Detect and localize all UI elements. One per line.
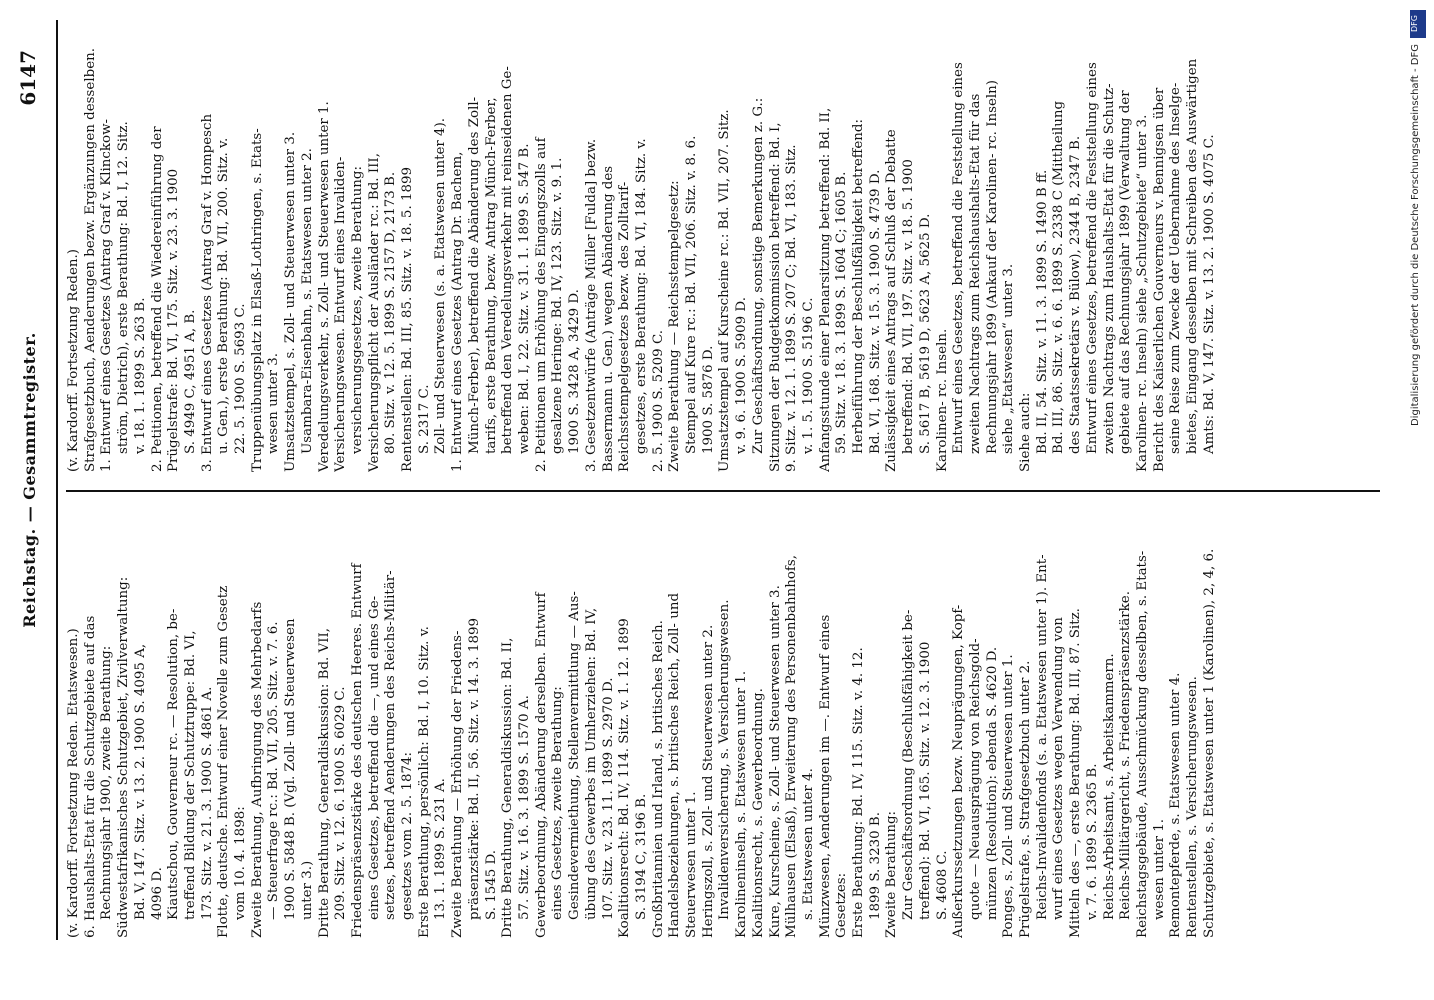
index-line: Kiautschou, Gouverneur rc. — Resolution, be- [166, 608, 182, 920]
index-line: gesalzene Heringe: Bd. IV, 123. Sitz. v. 9. 1. [550, 157, 566, 454]
index-line: S. 3194 C, 3196 B. [633, 793, 649, 920]
index-line: v. 7. 6. 1899 S. 2365 B. [1084, 763, 1100, 920]
index-line: weben: Bd. I, 22. Sitz. v. 31. 1. 1899 S. 547 B. [516, 143, 532, 454]
index-line: 80. Sitz. v. 12. 5. 1899 S. 2157 D, 2173 B. [383, 171, 399, 454]
index-line: 3. Gesetzentwürfe (Anträge Müller [Fulda] bezw. [583, 138, 599, 472]
index-line: betreffend den Veredelungsverkehr mit reinseidenen Ge- [500, 66, 516, 454]
index-line: Zoll- und Steuerwesen (s. a. Etatswesen unter 4). [433, 117, 449, 454]
index-line: 4096 D. [149, 867, 165, 920]
index-line: Südwestafrikanisches Schutzgebiet, Zivilverwaltung: [116, 576, 132, 938]
index-line: siehe „Etatswesen“ unter 3. [1001, 263, 1017, 454]
index-line: Umsatzstempel, s. Zoll- und Steuerwesen unter 3. [283, 131, 299, 472]
index-line: münzen (Resolution): ebenda S. 4620 D. [984, 646, 1000, 920]
index-line: Münzwesen, Aenderungen im —. Entwurf eines [817, 614, 833, 938]
index-line: Rentenstellen, s. Versicherungswesen. [1185, 676, 1201, 938]
index-line: 107. Sitz. v. 23. 11. 1899 S. 2970 D. [600, 677, 616, 920]
dfg-logo: DFG [1410, 10, 1426, 38]
index-line: Zur Geschäftsordnung, sonstige Bemerkungen z. G.: [750, 97, 766, 454]
index-line: Mitteln des —, erste Berathung: Bd. III, 87. Sitz. [1068, 608, 1084, 938]
index-line: Reichs-Invalidenfonds (s. a. Etatswesen unter 1). Ent- [1034, 554, 1050, 920]
index-line: Herbeiführung der Beschlußfähigkeit betreffend: [851, 119, 867, 454]
index-line: Koalitionsrecht: Bd. IV, 114. Sitz. v. 1. 12. 1899 [617, 618, 633, 938]
index-line: Bd. VI, 168. Sitz. v. 15. 3. 1900 S. 4739 D. [867, 169, 883, 454]
index-line: seine Reise zum Zwecke der Uebernahme des Inselge- [1168, 82, 1184, 454]
index-line: Zweite Berathung: [884, 810, 900, 938]
index-line: 1900 S. 5876 D. [700, 345, 716, 454]
index-line: 2. Petitionen, betreffend die Wiedereinführung der [149, 126, 165, 472]
index-line: gebiete auf das Rechnungsjahr 1899 (Verwaltung der [1118, 90, 1134, 454]
index-line: Rechnungsjahr 1900, zweite Berathung: [99, 645, 115, 920]
index-line: Gesetzes: [834, 872, 850, 938]
index-line: Gewerbeordnung, Abänderung derselben. Entwurf [533, 592, 549, 938]
index-line: Reichsstempelgesetzes bezw. des Zolltarif- [617, 181, 633, 472]
index-line: Zweite Berathung — Reichsstempelgesetz: [667, 180, 683, 472]
index-line: gesetzes vom 2. 5. 1874: [400, 751, 416, 920]
index-line: Karolinen- rc. Inseln. [934, 328, 950, 472]
index-line: s. Etatswesen unter 4. [800, 768, 816, 920]
index-line: Bassermann u. Gen.) wegen Abänderung des [600, 165, 616, 472]
index-line: Außerkurssetzungen bezw. Neuprägungen, Kopf- [951, 604, 967, 938]
index-line: Veredelungsverkehr, s. Zoll- und Steuerwesen unter 1. [316, 101, 332, 472]
index-line: Erste Berathung: Bd. IV, 115. Sitz. v. 4. 12. [851, 647, 867, 938]
index-line: setzes, betreffend Aenderungen des Reichs-Militär- [383, 570, 399, 920]
column-divider [66, 490, 1380, 492]
index-line: 209. Sitz. v. 12. 6. 1900 S. 6029 C. [333, 686, 349, 920]
index-line: (v. Kardorff. Fortsetzung Reden. Etatswesen.) [66, 628, 81, 938]
index-line: Anfangsstunde einer Plenarsitzung betreffend: Bd. II, [817, 107, 833, 472]
page-title: Reichstag. — Gesammtregister. [20, 332, 39, 628]
index-line: des Staatssekretärs v. Bülow), 2344 B, 2347 B. [1068, 135, 1084, 454]
index-line: Bd. III, 86. Sitz. v. 6. 6. 1899 S. 2338 C (Mittheilung [1051, 100, 1067, 454]
index-line: Karolineninseln, s. Etatswesen unter 1. [734, 670, 750, 938]
index-line: Erste Berathung, persönlich: Bd. I, 10. Sitz. v. [416, 626, 432, 938]
index-line: Stempel auf Kure rc.: Bd. VII, 206. Sitz. v. 8. 6. [684, 135, 700, 454]
index-line: Handelsbeziehungen, s. britisches Reich, Zoll- und [667, 592, 683, 938]
index-line: vom 10. 4. 1898: [233, 806, 249, 920]
index-line: (v. Kardorff. Fortsetzung Reden.) [66, 248, 81, 472]
index-line: präsenzstärke: Bd. II, 56. Sitz. v. 14. 3. 1899 [466, 617, 482, 920]
index-line: 57. Sitz. v. 16. 3. 1899 S. 1570 A. [516, 695, 532, 920]
index-line: 1900 S. 3428 A, 3429 D. [567, 289, 583, 454]
index-line: S. 1545 D. [483, 849, 499, 920]
index-line: 13. 1. 1899 S. 231 A. [433, 778, 449, 920]
index-line: Reichs-Militärgericht, s. Friedenspräsenzstärke. [1118, 591, 1134, 920]
index-line: tarifs, erste Berathung, bezw. Antrag Münch-Ferber, [483, 97, 499, 454]
index-line: Strafgesetzbuch, Aenderungen bezw. Ergänzungen desselben. [82, 48, 98, 472]
index-line: wesen unter 1. [1151, 818, 1167, 920]
index-line: bietes, Eingang desselben mit Schreiben des Auswärtigen [1185, 58, 1201, 454]
index-line: Mülhausen (Elsaß), Erweiterung des Personenbahnhofs, [784, 554, 800, 938]
index-line: Kure, Kurscheine, s. Zoll- und Steuerwesen unter 3. [767, 585, 783, 938]
index-line: 1900 S. 5848 B. (Vgl. Zoll- und Steuerwesen [283, 618, 299, 920]
index-line: 22. 5. 1900 S. 5693 C. [233, 303, 249, 454]
index-line: S. 4608 C. [934, 850, 950, 920]
index-line: Heringszoll, s. Zoll- und Steuerwesen unter 2. [700, 624, 716, 938]
digitization-note: Digitalisierung gefördert durch die Deutsche Forschungsgemeinschaft ‑ DFG [1410, 44, 1421, 427]
index-line: Karolinen- rc. Inseln) siehe „Schutzgebiete“ unter 3. [1135, 114, 1150, 472]
index-line: v. 1. 5. 1900 S. 5196 C. [800, 297, 816, 454]
index-line: 3. Entwurf eines Gesetzes (Antrag Graf v. Hompesch [199, 113, 215, 472]
index-line: wesen unter 3. [266, 352, 282, 454]
index-line: Dritte Berathung, Generaldiskussion: Bd. VII, [316, 627, 332, 938]
index-line: 173. Sitz. v. 21. 3. 1900 S. 4861 A. [199, 686, 215, 920]
index-line: Umsatzstempel auf Kurscheine rc.: Bd. VII, 207. Sitz. [717, 109, 733, 472]
index-line: versicherungsgesetzes, zweite Berathung: [349, 166, 365, 454]
index-line: Bd. II, 54. Sitz. v. 11. 3. 1899 S. 1490 B ff. [1034, 169, 1050, 454]
index-line: 1. Entwurf eines Gesetzes (Antrag Dr. Bachem, [450, 151, 466, 472]
index-line: S. 5617 B, 5619 D, 5623 A, 5625 D. [917, 213, 933, 454]
index-line: Großbritannien und Irland, s. britisches Reich. [650, 620, 666, 938]
index-line: Truppenübungsplatz in Elsaß-Lothringen, s. Etats- [249, 128, 265, 472]
index-line: Friedenspräsenzstärke des deutschen Heeres. Entwurf [349, 563, 365, 938]
index-line: wurf eines Gesetzes wegen Verwendung von [1051, 617, 1067, 920]
index-line: S. 4949 C, 4951 A, B. [182, 309, 198, 454]
index-line: Zur Geschäftsordnung (Beschlußfähigkeit be- [901, 609, 917, 920]
index-line: Münch-Ferber), betreffend die Abänderung des Zoll- [466, 96, 482, 454]
page-header [8, 20, 58, 940]
index-line: quote — Neuausprägung von Reichsgold- [967, 638, 983, 920]
index-line: Steuerwesen unter 1. [684, 791, 700, 938]
index-line: u. Gen.), erste Berathung: Bd. VII, 200. Sitz. v. [216, 137, 232, 454]
index-line: übung des Gewerbes im Umherziehen: Bd. IV, [583, 607, 599, 920]
index-line: Versicherungspflicht der Ausländer rc.: Bd. III, [366, 153, 382, 472]
index-line: Sitzungen der Budgetkommission betreffend: Bd. I, [767, 122, 783, 472]
index-line: 9. Sitz. v. 12. 1. 1899 S. 207 C; Bd. VI, 183. Sitz. [784, 144, 800, 472]
index-line: ström, Dietrich), erste Berathung: Bd. I, 12. Sitz. [116, 121, 132, 454]
index-line: v. 18. 1. 1899 S. 263 B. [132, 297, 148, 454]
index-line: Invalidenversicherung, s. Versicherungswesen. [717, 599, 733, 920]
index-line: 1899 S. 3230 B. [867, 812, 883, 920]
index-line: Entwurf eines Gesetzes, betreffend die Feststellung eines [1084, 62, 1100, 454]
index-line: zweiten Nachtrags zum Haushalts-Etat für die Schutz- [1101, 83, 1117, 454]
index-line: Zweite Berathung, Aufbringung des Mehrbedarfs [249, 601, 265, 938]
index-line: Entwurf eines Gesetzes, betreffend die Feststellung eines [951, 62, 967, 454]
index-line: Koalitionsrecht, s. Gewerbeordnung. [750, 688, 766, 938]
index-line: Usambara-Eisenbahn, s. Etatswesen unter 2. [299, 148, 315, 454]
index-line: zweiten Nachtrags zum Reichshaushalts-Etat für das [967, 93, 983, 454]
index-line: eines Gesetzes, zweite Berathung: [550, 686, 566, 920]
index-line: Dritte Berathung, Generaldiskussion: Bd. II, [500, 637, 516, 938]
index-line: Rentenstellen: Bd. III, 85. Sitz. v. 18. 5. 1899 [400, 166, 416, 472]
right-column [66, 32, 1219, 472]
index-line: Amts: Bd. V, 147. Sitz. v. 13. 2. 1900 S. 4075 C. [1201, 134, 1217, 454]
index-line: Remontepferde, s. Etatswesen unter 4. [1168, 672, 1184, 938]
index-line: treffend Bildung der Schutztruppe: Bd. VI, [182, 630, 198, 920]
index-line: v. 9. 6. 1900 S. 5909 D. [734, 297, 750, 454]
index-line: Bd. V, 147. Sitz. v. 13. 2. 1900 S. 4095 A, [132, 643, 148, 920]
index-line: treffend): Bd. VI, 165. Sitz. v. 12. 3. 1900 [917, 641, 933, 920]
index-line: 2. Petitionen um Erhöhung des Eingangszolls auf [533, 137, 549, 472]
index-line: Zweite Berathung — Erhöhung der Friedens- [450, 630, 466, 938]
index-line: 59. Sitz. v. 18. 3. 1899 S. 1604 C; 1605 B. [834, 171, 850, 454]
index-line: betreffend: Bd. VII, 197. Sitz. v. 18. 5. 1900 [901, 159, 917, 454]
index-line: gesetzes, erste Berathung: Bd. VI, 184. Sitz. v. [633, 138, 649, 454]
index-line: Reichstagsgebäude, Ausschmückung desselben, s. Etats- [1135, 550, 1150, 938]
index-line: 2. 5. 1900 S. 5209 C. [650, 330, 666, 472]
index-line: eines Gesetzes, betreffend die —, und eines Ge- [366, 595, 382, 920]
index-line: Flotte, deutsche. Entwurf einer Novelle zum Gesetz [216, 585, 232, 938]
index-line: 6. Haushalts-Etat für die Schutzgebiete auf das [82, 615, 98, 938]
index-line: Prügelstrafe: Bd. VI, 175. Sitz. v. 23. 3. 1900 [166, 168, 182, 472]
index-line: unter 3.) [299, 860, 315, 920]
index-line: Bericht des Kaiserlichen Gouverneurs v. Bennigsen über [1151, 87, 1167, 472]
index-line: Rechnungsjahr 1899 (Ankauf der Karolinen- rc. Inseln) [984, 79, 1000, 454]
page-number: 6147 [16, 50, 40, 106]
index-line: S. 2317 C. [416, 384, 432, 454]
left-column [66, 498, 1219, 938]
index-line: Zulässigkeit eines Antrags auf Schluß der Debatte [884, 129, 900, 472]
index-line: Versicherungswesen. Entwurf eines Invaliden- [333, 156, 349, 472]
side-credit [1408, 10, 1430, 990]
index-line: Reichs-Arbeitsamt, s. Arbeitskammern. [1101, 653, 1117, 920]
index-line: Ponges, s. Zoll- und Steuerwesen unter 1. [1001, 654, 1017, 938]
index-line: 1. Entwurf eines Gesetzes (Antrag Graf v. Klinckow- [99, 118, 115, 472]
index-line: — Steuerfrage rc.: Bd. VII, 205. Sitz. v. 7. 6. [266, 621, 282, 920]
index-line: Prügelstrafe, s. Strafgesetzbuch unter 2. [1018, 660, 1034, 938]
index-line: Siehe auch: [1018, 392, 1034, 472]
index-line: Schutzgebiete, s. Etatswesen unter 1 (Karolinen), 2, 4, 6. [1201, 548, 1217, 938]
index-line: Gesindevermiethung, Stellenvermittlung — Aus- [567, 591, 583, 920]
